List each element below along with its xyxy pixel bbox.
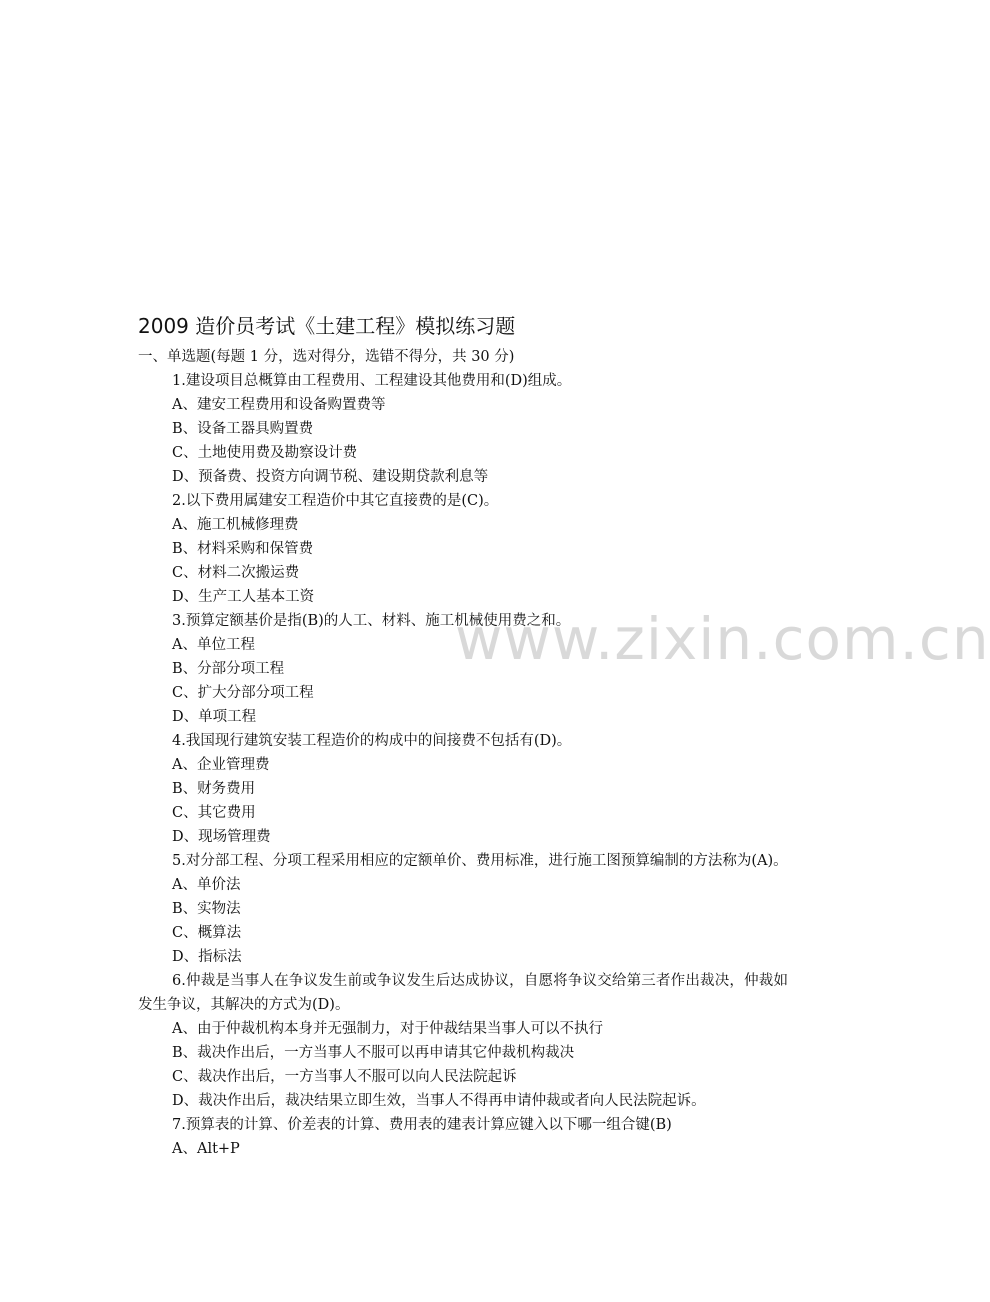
option: B、财务费用 xyxy=(172,781,256,797)
option: D、现场管理费 xyxy=(172,829,271,845)
page-title: 2009 造价员考试《土建工程》模拟练习题 xyxy=(138,314,516,338)
option: A、单位工程 xyxy=(172,637,255,653)
question-text: 3.预算定额基价是指(B)的人工、材料、施工机械使用费之和。 xyxy=(172,613,571,629)
option: A、企业管理费 xyxy=(172,757,270,773)
question-2 xyxy=(138,489,788,609)
section-heading: 一、单选题(每题 1 分，选对得分，选错不得分，共 30 分) xyxy=(138,349,515,365)
question-6 xyxy=(138,969,788,1113)
question-text: 7.预算表的计算、价差表的计算、费用表的建表计算应键入以下哪一组合键(B) xyxy=(172,1117,672,1133)
question-list xyxy=(138,345,788,1161)
question-text: 2.以下费用属建安工程造价中其它直接费的是(C)。 xyxy=(172,493,499,509)
option: B、实物法 xyxy=(172,901,241,917)
watermark: www.zixin.com.cn xyxy=(455,605,990,673)
question-4 xyxy=(138,729,788,849)
question-text: 5.对分部工程、分项工程采用相应的定额单价、费用标准，进行施工图预算编制的方法称为(A)。 xyxy=(172,853,788,869)
option: A、由于仲裁机构本身并无强制力，对于仲裁结果当事人可以不执行 xyxy=(172,1021,603,1037)
question-text: 6.仲裁是当事人在争议发生前或争议发生后达成协议，自愿将争议交给第三者作出裁决，仲裁如发生争议，其解决的方式为(D)。 xyxy=(138,973,788,1013)
option: C、材料二次搬运费 xyxy=(172,565,300,581)
option: A、单价法 xyxy=(172,877,241,893)
option: B、分部分项工程 xyxy=(172,661,285,677)
option: A、施工机械修理费 xyxy=(172,517,299,533)
question-1 xyxy=(138,369,788,489)
option: C、扩大分部分项工程 xyxy=(172,685,314,701)
option: C、土地使用费及勘察设计费 xyxy=(172,445,358,461)
option: A、建安工程费用和设备购置费等 xyxy=(172,397,386,413)
question-3 xyxy=(138,609,788,729)
question-5 xyxy=(138,849,788,969)
option: B、裁决作出后，一方当事人不服可以再申请其它仲裁机构裁决 xyxy=(172,1045,575,1061)
option: D、单项工程 xyxy=(172,709,257,725)
option: D、裁决作出后，裁决结果立即生效，当事人不得再申请仲裁或者向人民法院起诉。 xyxy=(172,1093,706,1109)
option: A、Alt+P xyxy=(172,1141,240,1157)
option: B、设备工器具购置费 xyxy=(172,421,314,437)
question-text: 4.我国现行建筑安装工程造价的构成中的间接费不包括有(D)。 xyxy=(172,733,572,749)
question-7 xyxy=(138,1113,788,1161)
option: D、生产工人基本工资 xyxy=(172,589,315,605)
option: C、概算法 xyxy=(172,925,242,941)
option: C、其它费用 xyxy=(172,805,256,821)
option: D、指标法 xyxy=(172,949,242,965)
option: D、预备费、投资方向调节税、建设期贷款利息等 xyxy=(172,469,489,485)
option: C、裁决作出后，一方当事人不服可以向人民法院起诉 xyxy=(172,1069,517,1085)
option: B、材料采购和保管费 xyxy=(172,541,314,557)
question-text: 1.建设项目总概算由工程费用、工程建设其他费用和(D)组成。 xyxy=(172,373,572,389)
